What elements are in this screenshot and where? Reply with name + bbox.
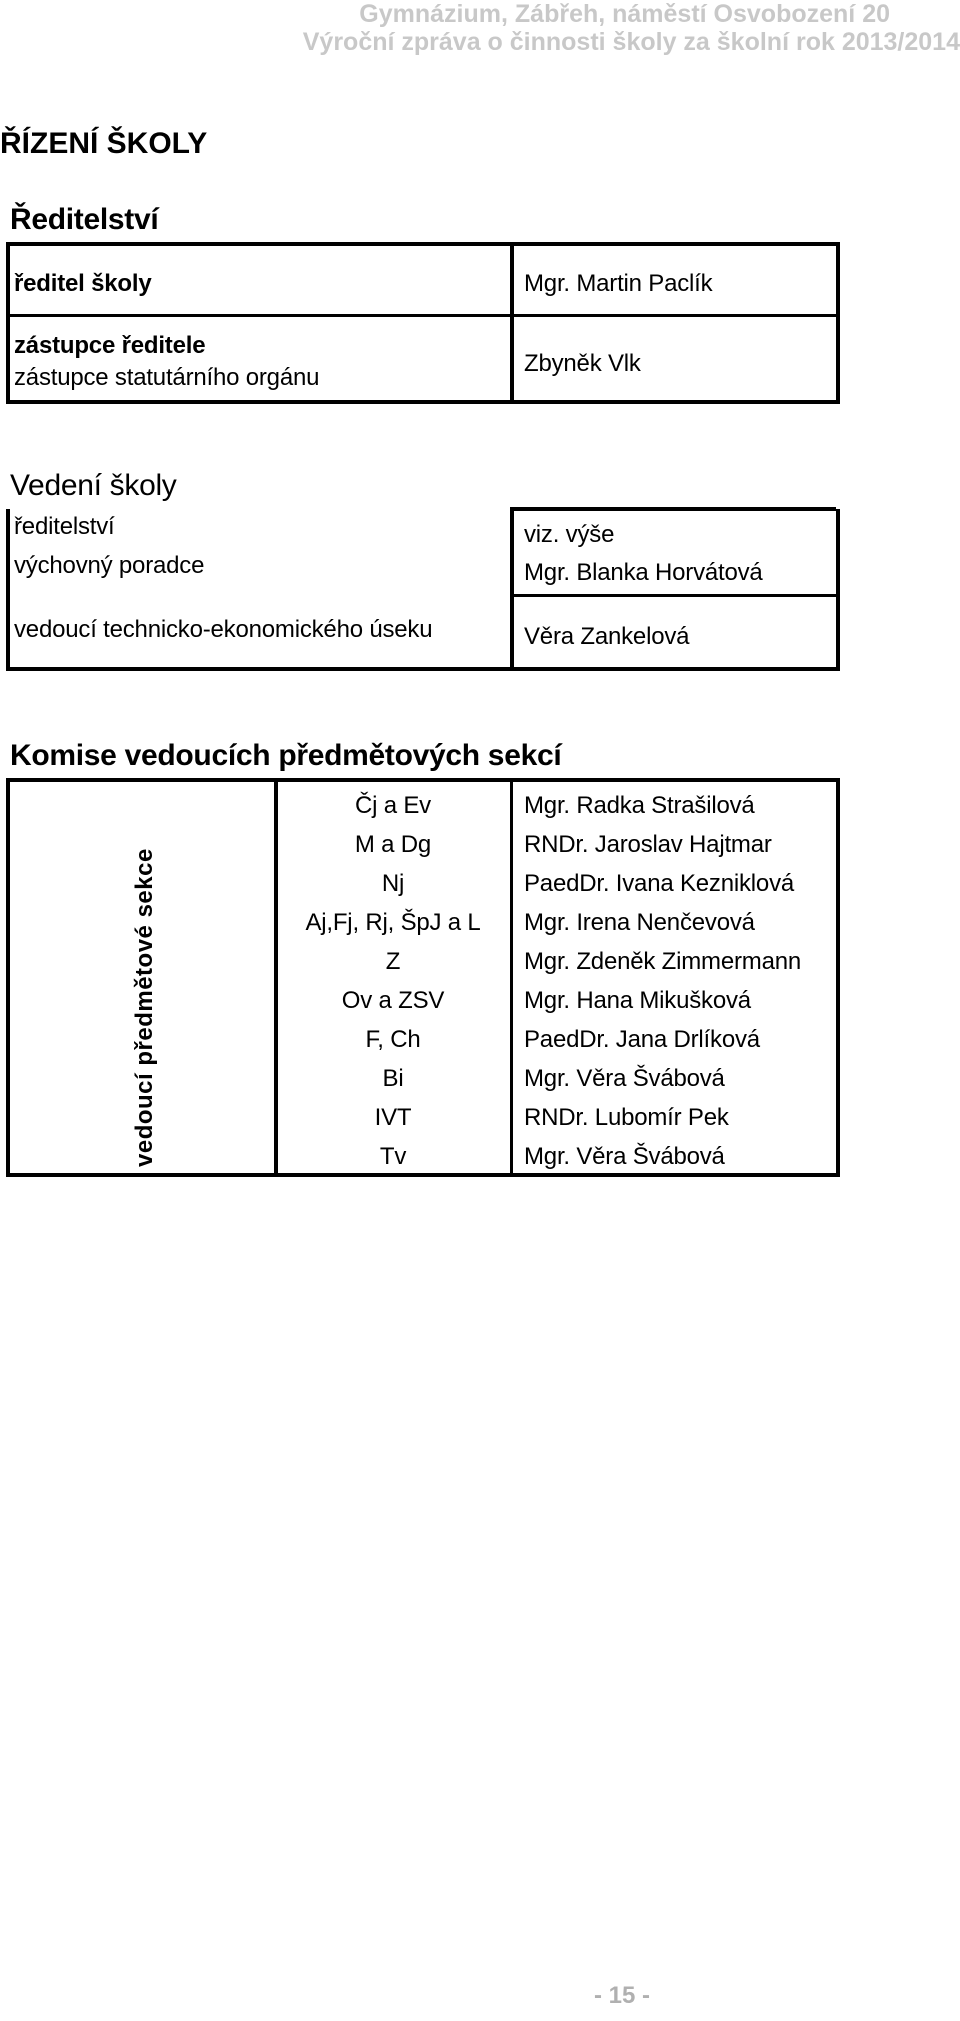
leader-name: Mgr. Věra Švábová xyxy=(524,1143,725,1170)
subject-cell: Bi xyxy=(382,1065,404,1092)
reditelstvi-title: Ředitelství xyxy=(10,203,159,236)
document-header-report: Výroční zpráva o činnosti školy za školní rok 2013/2014 xyxy=(302,28,960,56)
vedeni-table xyxy=(6,509,840,671)
subject-cell: Z xyxy=(385,948,401,975)
document-header-school: Gymnázium, Zábřeh, náměstí Osvobození 20 xyxy=(359,0,890,28)
komise-title: Komise vedoucích předmětových sekcí xyxy=(10,739,562,772)
leader-name: RNDr. Lubomír Pek xyxy=(524,1104,729,1131)
vedeni-title: Vedení školy xyxy=(10,469,177,502)
komise-table xyxy=(6,778,840,1177)
name-value: Mgr. Martin Paclík xyxy=(524,270,713,297)
row-divider xyxy=(510,594,836,597)
role-label: zástupce ředitele xyxy=(14,332,206,359)
page-number: - 15 - xyxy=(593,1982,650,2009)
name-value: viz. výše xyxy=(524,521,615,548)
subject-cell: Nj xyxy=(381,870,405,897)
reditelstvi-table xyxy=(6,242,840,404)
role-label-secondary: zástupce statutárního orgánu xyxy=(14,364,320,391)
subject-cell: Aj,Fj, Rj, ŠpJ a L xyxy=(305,909,481,936)
subject-cell: M a Dg xyxy=(354,831,432,858)
column-divider xyxy=(274,782,278,1173)
row-divider xyxy=(10,314,836,317)
subject-cell: Čj a Ev xyxy=(355,792,431,819)
leader-name: Mgr. Irena Nenčevová xyxy=(524,909,755,936)
leader-name: PaedDr. Jana Drlíková xyxy=(524,1026,760,1053)
role-label: ředitel školy xyxy=(14,270,152,297)
leader-name: Mgr. Hana Mikušková xyxy=(524,987,751,1014)
column-divider xyxy=(510,246,514,400)
subject-cell: Tv xyxy=(379,1143,407,1170)
subject-cell: Ov a ZSV xyxy=(341,987,445,1014)
subject-cell: F, Ch xyxy=(365,1026,421,1053)
column-divider xyxy=(510,509,514,667)
row-divider xyxy=(510,507,836,511)
column-divider xyxy=(510,782,513,1173)
section-title: ŘÍZENÍ ŠKOLY xyxy=(0,127,208,160)
leader-name: PaedDr. Ivana Kezniklová xyxy=(524,870,795,897)
name-value: Zbyněk Vlk xyxy=(524,350,641,377)
subject-cell: IVT xyxy=(374,1104,412,1131)
name-value: Věra Zankelová xyxy=(524,623,690,650)
name-value: Mgr. Blanka Horvátová xyxy=(524,559,763,586)
role-label: výchovný poradce xyxy=(14,552,205,579)
leader-name: Mgr. Zdeněk Zimmermann xyxy=(524,948,802,975)
role-label: ředitelství xyxy=(14,513,115,540)
role-label: vedoucí technicko-ekonomického úseku xyxy=(14,616,433,643)
leader-name: RNDr. Jaroslav Hajtmar xyxy=(524,831,772,858)
leader-name: Mgr. Radka Strašilová xyxy=(524,792,755,819)
leader-name: Mgr. Věra Švábová xyxy=(524,1065,725,1092)
vertical-label: vedoucí předmětové sekce xyxy=(131,848,158,1167)
